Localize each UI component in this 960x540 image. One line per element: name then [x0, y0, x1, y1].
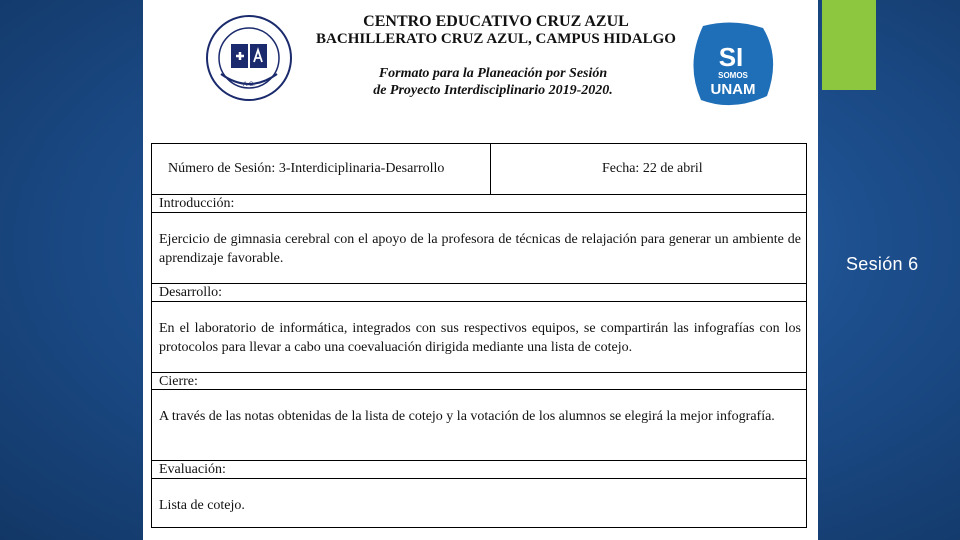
session-plan-table	[151, 143, 807, 528]
row-divider	[152, 283, 806, 284]
intro-label: Introducción:	[159, 196, 235, 211]
evaluation-text: Lista de cotejo.	[159, 498, 245, 513]
format-title-line1: Formato para la Planeación por Sesión	[378, 66, 608, 81]
svg-text:UNAM: UNAM	[710, 81, 756, 98]
session-date: Fecha: 22 de abril	[602, 161, 703, 176]
row-divider	[152, 301, 806, 302]
document-header	[143, 0, 818, 135]
row-divider	[152, 460, 806, 461]
development-label: Desarrollo:	[159, 285, 222, 300]
somos-unam-logo	[683, 18, 783, 112]
row-divider	[152, 194, 806, 195]
document-page	[143, 0, 818, 540]
evaluation-label: Evaluación:	[159, 462, 226, 477]
svg-text:SI: SI	[718, 42, 744, 72]
development-text: En el laboratorio de informática, integrados con sus respectivos equipos, se compartirán las infografías con los protocolos para llevar a cabo una coevaluación dirigida mediante una lista de cotejo.	[159, 321, 801, 355]
closing-label: Cierre:	[159, 374, 198, 389]
school-seal-logo	[203, 14, 295, 102]
session-info-row	[152, 144, 806, 194]
campus-name: BACHILLERATO CRUZ AZUL, CAMPUS HIDALGO	[316, 31, 676, 47]
institution-name: CENTRO EDUCATIVO CRUZ AZUL	[363, 13, 629, 30]
svg-text:A.C.: A.C.	[243, 82, 255, 88]
svg-text:SOMOS: SOMOS	[718, 71, 748, 80]
row-divider	[152, 389, 806, 390]
row-divider	[152, 212, 806, 213]
intro-text: Ejercicio de gimnasia cerebral con el apoyo de la profesora de técnicas de relajación para generar un ambiente de aprendizaje favorable.	[159, 232, 801, 266]
session-number: Número de Sesión: 3-Interdiciplinaria-Desarrollo	[168, 161, 445, 176]
closing-text: A través de las notas obtenidas de la lista de cotejo y la votación de los alumnos se elegirá la mejor infografía.	[159, 409, 775, 424]
row-divider	[152, 478, 806, 479]
column-divider	[490, 144, 491, 194]
format-title-line2: de Proyecto Interdisciplinario 2019-2020.	[373, 83, 613, 98]
accent-bar	[822, 0, 876, 90]
row-divider	[152, 372, 806, 373]
slide-title: Sesión 6	[846, 254, 919, 274]
